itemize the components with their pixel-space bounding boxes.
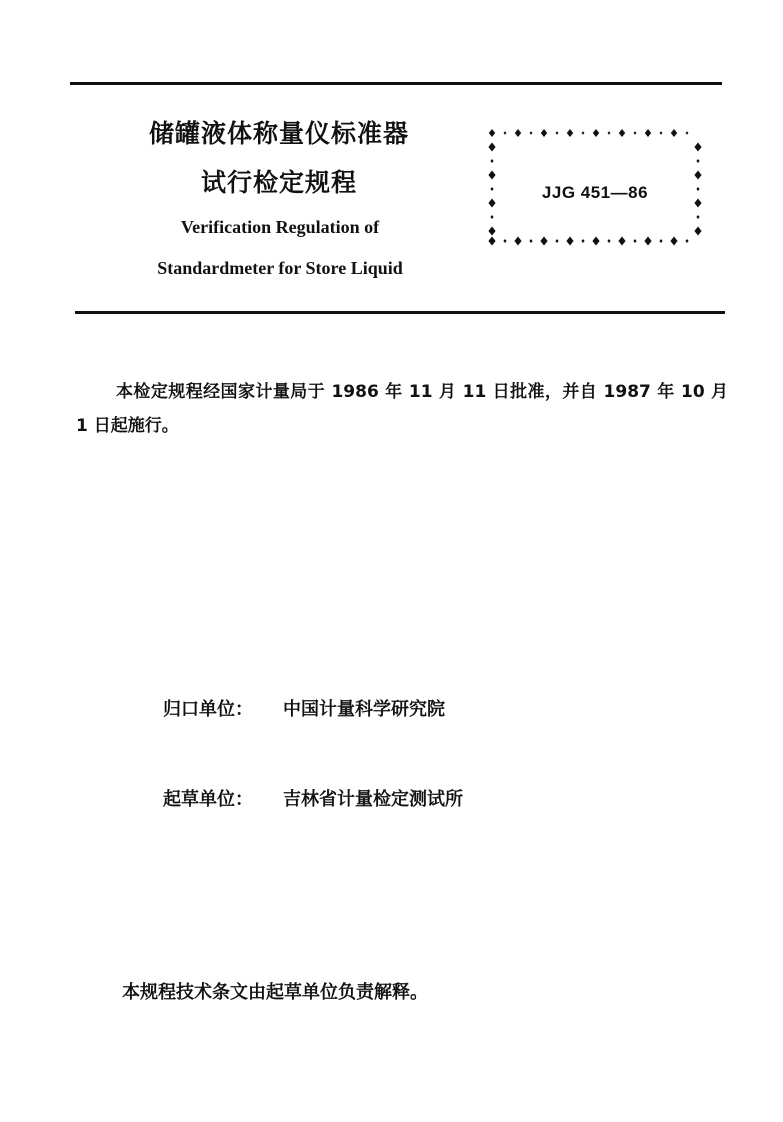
border-diamond <box>488 171 495 180</box>
border-diamond <box>694 227 701 236</box>
border-diamond <box>671 129 677 137</box>
border-diamond <box>645 129 651 137</box>
border-diamond <box>541 129 547 137</box>
border-diamond <box>686 131 689 135</box>
border-diamond <box>670 237 677 246</box>
border-diamond <box>696 159 699 163</box>
border-diamond <box>503 239 506 243</box>
top-rule <box>70 82 722 85</box>
bottom-rule <box>75 311 725 314</box>
border-diamond <box>633 239 636 243</box>
border-diamond <box>694 143 701 152</box>
title-english-line1: Verification Regulation of <box>180 217 380 237</box>
drafting-unit-row <box>163 785 463 811</box>
border-diamond <box>618 237 625 246</box>
border-diamond <box>556 131 559 135</box>
border-diamond <box>582 131 585 135</box>
regulation-code: JJG 451—86 <box>541 183 649 202</box>
border-diamond <box>489 129 495 137</box>
border-diamond <box>504 131 507 135</box>
border-diamond <box>566 237 573 246</box>
border-diamond <box>581 239 584 243</box>
drafting-unit-label: 起草单位： <box>163 789 253 810</box>
border-diamond <box>644 237 651 246</box>
border-diamond <box>634 131 637 135</box>
border-diamond <box>540 237 547 246</box>
border-diamond <box>488 237 495 246</box>
border-diamond <box>529 239 532 243</box>
drafting-unit-value: 吉林省计量检定测试所 <box>283 789 463 810</box>
border-diamond <box>694 171 701 180</box>
border-diamond <box>592 237 599 246</box>
border-diamond <box>619 129 625 137</box>
responsible-unit-value: 中国计量科学研究院 <box>283 699 445 720</box>
border-diamond <box>660 131 663 135</box>
border-diamond <box>530 131 533 135</box>
responsible-unit-label: 归口单位： <box>163 699 253 720</box>
title-english-line2: Standardmeter for Store Liquid <box>157 258 403 278</box>
title-chinese-line2: 试行检定规程 <box>200 168 357 197</box>
border-diamond <box>607 239 610 243</box>
interpretation-note: 本规程技术条文由起草单位负责解释。 <box>122 982 428 1003</box>
border-diamond <box>685 239 688 243</box>
border-diamond <box>514 237 521 246</box>
border-diamond <box>567 129 573 137</box>
border-diamond <box>490 159 493 163</box>
responsible-unit-row <box>163 695 445 721</box>
title-chinese-line1: 储罐液体称量仪标准器 <box>148 119 409 148</box>
border-diamond <box>488 227 495 236</box>
border-diamond <box>555 239 558 243</box>
approval-statement: 本检定规程经国家计量局于 1986 年 11 月 11 日批准，并自 1987 年 10 月 1 日起施行。 <box>76 382 728 436</box>
border-diamond <box>659 239 662 243</box>
border-diamond <box>696 215 699 219</box>
border-diamond <box>608 131 611 135</box>
border-diamond <box>515 129 521 137</box>
border-diamond <box>488 143 495 152</box>
border-diamond <box>593 129 599 137</box>
regulation-code-box <box>484 123 706 251</box>
border-diamond <box>490 215 493 219</box>
